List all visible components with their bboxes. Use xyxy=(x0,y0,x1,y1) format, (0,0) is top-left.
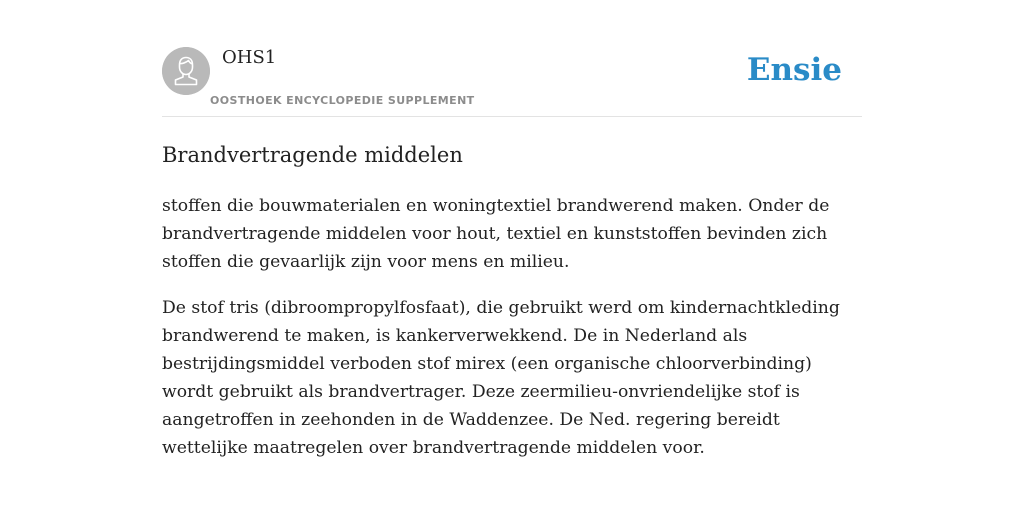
source-subtitle: OOSTHOEK ENCYCLOPEDIE SUPPLEMENT xyxy=(210,94,475,107)
article-paragraph: stoffen die bouwmaterialen en woningtextiel brandwerend maken. Onder de brandvertragende middelen voor hout, textiel en kunststoffen bevinden zich stoffen die gevaarlijk zijn voor mens en milieu. xyxy=(162,196,830,272)
article-title: Brandvertragende middelen xyxy=(162,143,463,167)
source-header xyxy=(162,46,862,117)
user-icon[interactable] xyxy=(162,47,210,95)
article-paragraph: De stof tris (dibroompropylfosfaat), die gebruikt werd om kindernachtkleding brandwerend te maken, is kankerverwekkend. De in Nederland als bestrijdingsmiddel verboden stof mirex (een organische chloorverbinding) wordt gebruikt als brandvertrager. Deze zeermilieu-onvriendelijke stof is aangetroffen in zeehonden in de Waddenzee. De Ned. regering bereidt wettelijke maatregelen over brandvertragende middelen voor. xyxy=(162,298,840,458)
source-title[interactable]: OHS1 xyxy=(222,47,277,68)
ensie-logo[interactable]: Ensie xyxy=(746,52,842,88)
article-body xyxy=(162,192,864,480)
